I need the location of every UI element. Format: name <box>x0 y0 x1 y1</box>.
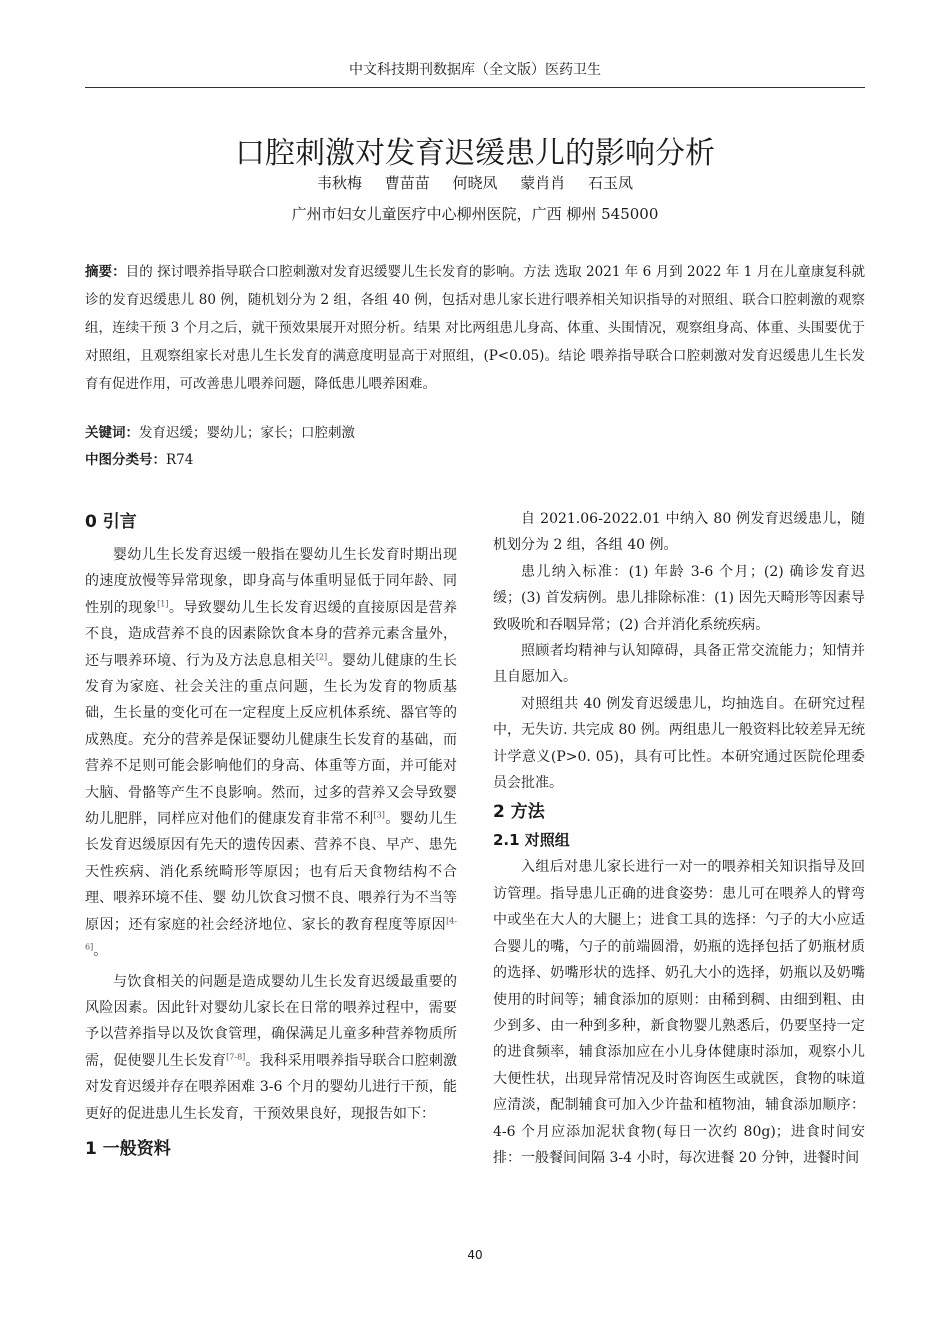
paragraph-text: 。我科采用喂养指导联合口腔刺激对发育迟缓并存在喂养困难 3-6 个月的婴幼儿进行干预，能更好的促进患儿生长发育，干预效果良好，现报告如下： <box>85 1052 458 1122</box>
paragraph <box>85 542 457 965</box>
classification <box>85 449 865 471</box>
citation: [2] <box>315 651 328 661</box>
paragraph: 入组后对患儿家长进行一对一的喂养相关知识指导及回访管理。指导患儿正确的进食姿势：患儿可在喂养人的臂弯中或坐在大人的大腿上；进食工具的选择：勺子的大小应适合婴儿的嘴，勺子的前端圆滑，奶瓶的选择包括了奶瓶材质的选择、奶嘴形状的选择、奶孔大小的选择，奶瓶以及奶嘴使用的时间等；辅食添加的原则：由稀到稠、由细到粗、由少到多、由一种到多种，新食物婴儿熟悉后，仍要坚持一定的进食频率，辅食添加应在小儿身体健康时添加，观察小儿大便性状，出现异常情况及时咨询医生或就医，食物的味道应清淡，配制辅食可加入少许盐和植物油，辅食添加顺序：4-6 个月应添加泥状食物(每日一次约 80g)；进食时间安排：一般餐间间隔 3-4 小时，每次进餐 20 分钟，进餐时间 <box>493 859 865 1166</box>
citation: [3] <box>373 810 385 820</box>
paragraph-text: 与饮食相关的问题是造成婴幼儿生长发育迟缓最重要的风险因素。因此针对婴幼儿家长在日常的喂养过程中，需要予以营养指导以及饮食管理，确保满足儿童多种营养物质所需，促使婴儿生长发育 <box>85 973 457 1069</box>
paragraph-text: 婴幼儿生长发育迟缓一般指在婴幼儿生长发育时期出现的速度放慢等异常现象，即身高与体重明显低于同年龄、同性别的现象 <box>85 547 457 616</box>
keywords-label: 关键词： <box>85 425 139 441</box>
citation: [7-8] <box>226 1052 246 1062</box>
paragraph-text: 。婴幼儿健康的生长发育为家庭、社会关注的重点问题，生长为发育的物质基础，生长量的变化可在一定程度上反应机体系统、器官等的成熟度。充分的营养是保证婴幼儿健康生长发育的基础，而营养不足则可能会影响他们的身高、体重等方面，并可能对大脑、骨骼等产生不良影响。然而，过多的营养又会导致婴幼儿肥胖，同样应对他们的健康发育非常不利 <box>85 652 458 828</box>
article-title: 口腔刺激对发育迟缓患儿的影响分析 <box>235 136 715 172</box>
paragraph-text: 。 <box>93 943 108 960</box>
paragraph: 对照组共 40 例发育迟缓患儿，均抽选自。在研究过程中，无失访. 共完成 80 例。两组患儿一般资料比较差异无统计学意义(P>0. 05)，具有可比性。本研究通过医院伦理委员会批准。 <box>493 695 865 792</box>
right-column <box>493 506 865 1171</box>
paragraph: 照顾者均精神与认知障碍，具备正常交流能力；知情并且自愿加入。 <box>493 643 865 686</box>
paragraph-text: 。导致婴幼儿生长发育迟缓的直接原因是营养不良，造成营养不良的因素除饮食本身的营养元素含量外，还与喂养环境、行为及方法息息相关 <box>85 599 458 669</box>
keywords <box>85 422 865 444</box>
section-heading-general-data: 1 一般资料 <box>85 1138 171 1159</box>
paragraph: 患儿纳入标准：(1) 年龄 3-6 个月；(2) 确诊发育迟缓；(3) 首发病例。患儿排除标准：(1) 因先天畸形等因素导致吸吮和吞咽异常；(2) 合并消化系统疾病。 <box>493 563 865 633</box>
section-heading-methods: 2 方法 <box>493 802 545 823</box>
left-column <box>85 506 457 1163</box>
abstract-label: 摘要： <box>85 264 126 280</box>
keywords-text: 发育迟缓；婴幼儿；家长；口腔刺激 <box>139 425 355 441</box>
paragraph <box>85 969 457 1127</box>
journal-header: 中文科技期刊数据库（全文版）医药卫生 <box>85 60 865 88</box>
section-heading-introduction: 0 引言 <box>85 512 137 532</box>
paragraph: 自 2021.06-2022.01 中纳入 80 例发育迟缓患儿，随机划分为 2 组，各组 40 例。 <box>493 511 865 554</box>
abstract-text: 目的 探讨喂养指导联合口腔刺激对发育迟缓婴儿生长发育的影响。方法 选取 2021 年 6 月到 2022 年 1 月在儿童康复科就诊的发育迟缓患儿 80 例，随机划分为 2 组，各组 40 例，包括对患儿家长进行喂养相关知识指导的对照组、联合口腔刺激的观察组，连续干预 3 个月之后，就干预效果展开对照分析。结果 对比两组患儿身高、体重、头围情况，观察组身高、体重、头围要优于对照组，且观察组家长对患儿生长发育的满意度明显高于对照组，(P<0.05)。结论 喂养指导联合口腔刺激对发育迟缓患儿生长发育有促进作用，可改善患儿喂养问题，降低患儿喂养困难。 <box>85 264 865 392</box>
abstract <box>85 258 865 398</box>
citation: [4-6] <box>85 916 457 952</box>
page-number: 40 <box>467 1248 483 1262</box>
subsection-heading-control-group: 2.1 对照组 <box>493 831 570 850</box>
classification-text: R74 <box>166 452 194 468</box>
affiliation: 广州市妇女儿童医疗中心柳州医院，广西 柳州 545000 <box>291 205 659 223</box>
author-list: 韦秋梅 曹苗苗 何晓凤 蒙肖肖 石玉凤 <box>316 174 634 192</box>
paragraph-text: 。婴幼儿生长发育迟缓原因有先天的遗传因素、营养不良、早产、患先天性疾病、消化系统畸形等原因；也有后天食物结构不合理、喂养环境不佳、婴 幼儿饮食习惯不良、喂养行为不当等原因；还有家庭的社会经济地位、家长的教育程度等原因 <box>85 811 458 933</box>
classification-label: 中图分类号： <box>85 452 166 468</box>
citation: [1] <box>157 599 169 609</box>
